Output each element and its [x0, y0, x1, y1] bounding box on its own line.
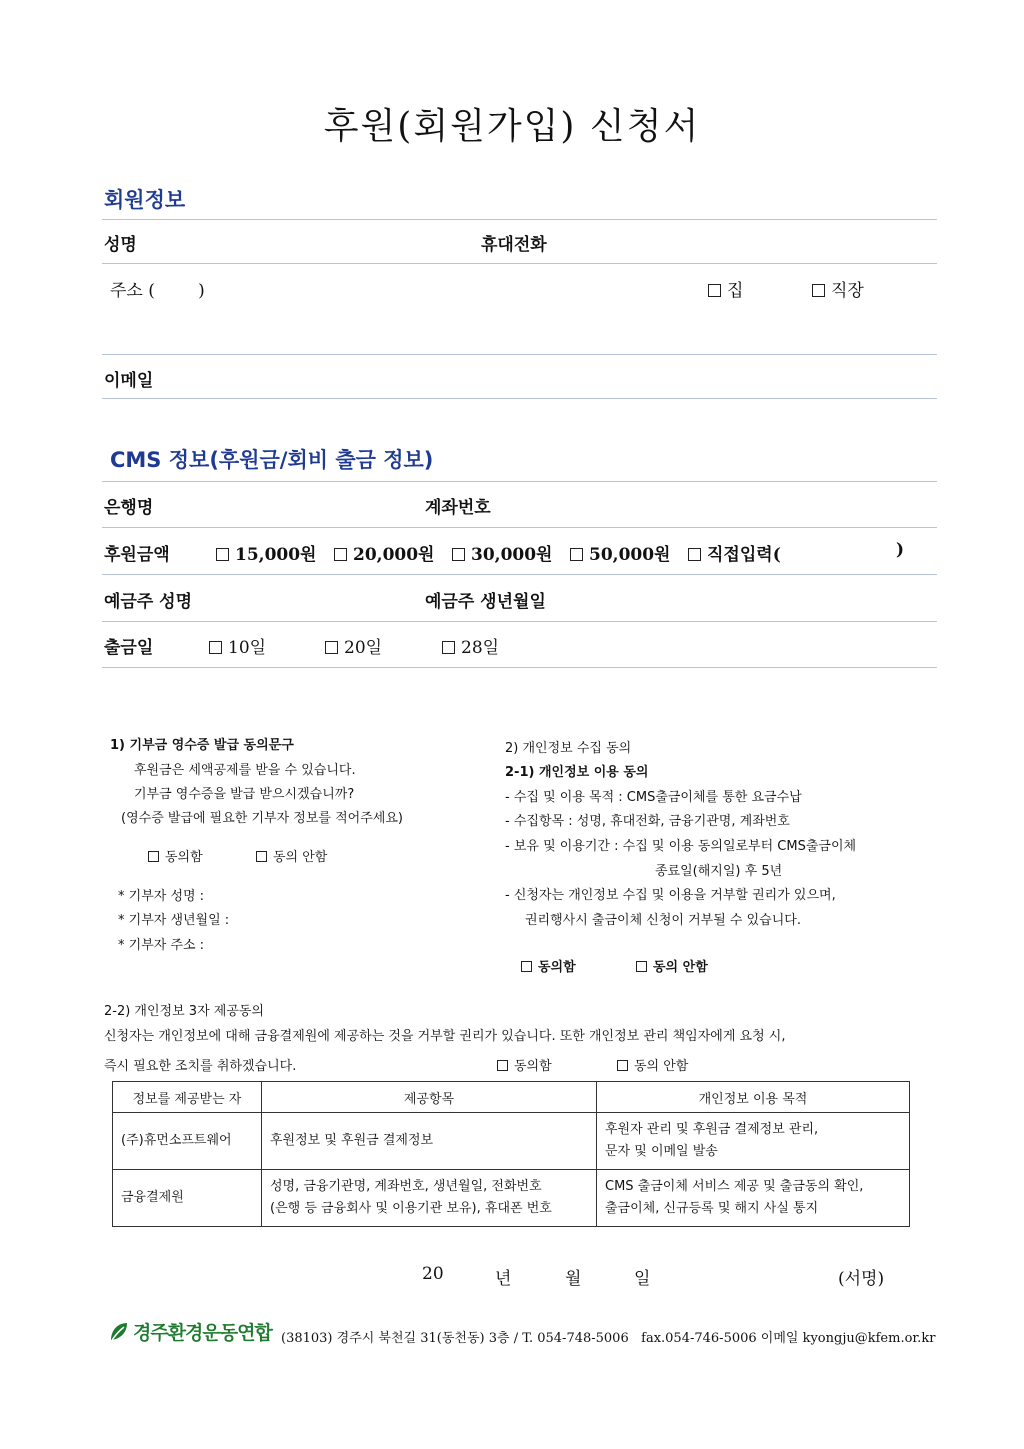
- address-work-option[interactable]: [812, 276, 864, 301]
- divider: [102, 481, 937, 482]
- provision-table: [112, 1081, 910, 1227]
- privacy-disagree-label: 동의 안함: [653, 960, 708, 975]
- donor-birth-label: * 기부자 생년월일 :: [118, 913, 230, 928]
- address-home-label: 집: [727, 281, 744, 301]
- checkbox-icon[interactable]: [334, 548, 347, 561]
- name-label: 성명: [104, 235, 137, 255]
- divider: [102, 398, 937, 399]
- receipt-line: (영수증 발급에 필요한 기부자 정보를 적어주세요): [121, 811, 403, 826]
- amount-label-20000: 20,000원: [353, 545, 435, 565]
- withdraw-day-28[interactable]: [442, 633, 499, 658]
- address-home-option[interactable]: [708, 276, 743, 301]
- address-work-label: 직장: [831, 281, 864, 301]
- checkbox-icon[interactable]: [812, 284, 825, 297]
- checkbox-icon[interactable]: [708, 284, 721, 297]
- account-label: 계좌번호: [425, 498, 491, 518]
- table-cell-line: 출금이체, 신규등록 및 해지 사실 통지: [605, 1201, 819, 1216]
- table-cell-line: 문자 및 이메일 발송: [605, 1144, 718, 1159]
- table-cell-line: CMS 출금이체 서비스 제공 및 출금동의 확인,: [605, 1179, 864, 1194]
- table-header: 정보를 제공받는 자: [113, 1082, 262, 1113]
- amount-option-50000[interactable]: [570, 540, 670, 565]
- donor-name-label: * 기부자 성명 :: [118, 889, 205, 904]
- holder-name-label: 예금주 성명: [104, 592, 193, 612]
- divider: [102, 621, 937, 622]
- table-header: 제공항목: [262, 1082, 597, 1113]
- amount-option-15000[interactable]: [216, 540, 316, 565]
- privacy-item: - 수집항목 : 성명, 휴대전화, 금융기관명, 계좌번호: [505, 814, 790, 829]
- divider: [102, 527, 937, 528]
- footer-address: (38103) 경주시 북천길 31(동천동) 3층 / T. 054-748-5006 fax.054-746-5006 이메일 kyongju@kfem.or.kr: [281, 1331, 936, 1346]
- receipt-disagree-label: 동의 안함: [273, 850, 328, 865]
- table-cell-line: 성명, 금융기관명, 계좌번호, 생년월일, 전화번호: [270, 1179, 542, 1194]
- amount-custom-close: ): [896, 540, 905, 560]
- withdraw-day-10[interactable]: [209, 633, 266, 658]
- date-month-label: 월: [565, 1269, 582, 1289]
- date-year-label: 년: [495, 1269, 512, 1289]
- donor-address-label: * 기부자 주소 :: [118, 938, 205, 953]
- divider: [102, 263, 937, 264]
- withdraw-day-20[interactable]: [325, 633, 382, 658]
- table-cell: (주)휴먼소프트웨어: [113, 1113, 262, 1170]
- amount-label-50000: 50,000원: [589, 545, 671, 565]
- checkbox-icon[interactable]: [617, 1060, 628, 1071]
- withdraw-day-10-label: 10일: [228, 638, 267, 658]
- receipt-line: 후원금은 세액공제를 받을 수 있습니다.: [134, 763, 356, 778]
- checkbox-icon[interactable]: [636, 961, 647, 972]
- third-party-text: 즉시 필요한 조치를 취하겠습니다.: [104, 1059, 297, 1074]
- third-party-disagree-label: 동의 안함: [634, 1059, 689, 1074]
- withdraw-day-label: 출금일: [104, 638, 154, 658]
- checkbox-icon[interactable]: [216, 548, 229, 561]
- receipt-agree-label: 동의함: [165, 850, 203, 865]
- divider: [102, 574, 937, 575]
- privacy-item: - 수집 및 이용 목적 : CMS출금이체를 통한 요금수납: [505, 790, 802, 805]
- receipt-heading: 1) 기부금 영수증 발급 동의문구: [110, 738, 294, 753]
- privacy-disagree-option[interactable]: [636, 956, 708, 975]
- checkbox-icon[interactable]: [256, 851, 267, 862]
- checkbox-icon[interactable]: [688, 548, 701, 561]
- table-cell-line: 후원자 관리 및 후원금 결제정보 관리,: [605, 1122, 819, 1137]
- privacy-heading: 2) 개인정보 수집 동의: [505, 741, 632, 756]
- table-cell-line: (은행 등 금융회사 및 이용기관 보유), 휴대폰 번호: [270, 1201, 552, 1216]
- checkbox-icon[interactable]: [148, 851, 159, 862]
- signature-label: (서명): [838, 1269, 885, 1289]
- checkbox-icon[interactable]: [209, 641, 222, 654]
- privacy-sub-heading: 2-1) 개인정보 이용 동의: [505, 765, 649, 780]
- privacy-agree-option[interactable]: [521, 956, 576, 975]
- member-section-heading: 회원정보: [104, 188, 186, 212]
- amount-label: 후원금액: [104, 545, 170, 565]
- bank-label: 은행명: [104, 498, 154, 518]
- privacy-item: - 신청자는 개인정보 수집 및 이용을 거부할 권리가 있으며,: [505, 888, 836, 903]
- third-party-heading: 2-2) 개인정보 3자 제공동의: [104, 1004, 264, 1019]
- leaf-logo-icon: [108, 1320, 130, 1344]
- logo-text: 경주환경운동연합: [133, 1322, 272, 1344]
- table-cell: [597, 1113, 910, 1170]
- divider: [102, 667, 937, 668]
- amount-label-custom: 직접입력(: [707, 545, 781, 565]
- withdraw-day-20-label: 20일: [344, 638, 383, 658]
- date-year: 20: [422, 1264, 444, 1284]
- table-cell: 금융결제원: [113, 1170, 262, 1227]
- checkbox-icon[interactable]: [521, 961, 532, 972]
- amount-label-30000: 30,000원: [471, 545, 553, 565]
- checkbox-icon[interactable]: [497, 1060, 508, 1071]
- checkbox-icon[interactable]: [570, 548, 583, 561]
- third-party-agree-label: 동의함: [514, 1059, 552, 1074]
- privacy-item: 권리행사시 출금이체 신청이 거부될 수 있습니다.: [525, 913, 801, 928]
- third-party-disagree-option[interactable]: [617, 1055, 688, 1074]
- checkbox-icon[interactable]: [452, 548, 465, 561]
- amount-option-20000[interactable]: [334, 540, 434, 565]
- privacy-agree-label: 동의함: [538, 960, 576, 975]
- amount-option-custom[interactable]: [688, 540, 781, 565]
- footer-logo: [108, 1318, 272, 1345]
- table-header-row: [113, 1082, 910, 1113]
- table-row: [113, 1113, 910, 1170]
- receipt-line: 기부금 영수증을 발급 받으시겠습니까?: [134, 787, 355, 802]
- table-cell: 후원정보 및 후원금 결제정보: [262, 1113, 597, 1170]
- checkbox-icon[interactable]: [442, 641, 455, 654]
- withdraw-day-28-label: 28일: [461, 638, 500, 658]
- date-day-label: 일: [634, 1269, 651, 1289]
- table-header: 개인정보 이용 목적: [597, 1082, 910, 1113]
- divider: [102, 219, 937, 220]
- amount-label-15000: 15,000원: [235, 545, 317, 565]
- holder-birth-label: 예금주 생년월일: [425, 592, 546, 612]
- phone-label: 휴대전화: [481, 235, 547, 255]
- receipt-disagree-option[interactable]: [256, 846, 327, 865]
- page-title: 후원(회원가입) 신청서: [323, 106, 701, 147]
- table-row: [113, 1170, 910, 1227]
- divider: [102, 354, 937, 355]
- table-cell: [597, 1170, 910, 1227]
- third-party-agree-option[interactable]: [497, 1055, 552, 1074]
- privacy-item: 종료일(해지일) 후 5년: [655, 864, 783, 879]
- table-cell: [262, 1170, 597, 1227]
- amount-option-30000[interactable]: [452, 540, 552, 565]
- third-party-text: 신청자는 개인정보에 대해 금융결제원에 제공하는 것을 거부할 권리가 있습니다. 또한 개인정보 관리 책임자에게 요청 시,: [104, 1029, 786, 1044]
- receipt-agree-option[interactable]: [148, 846, 203, 865]
- checkbox-icon[interactable]: [325, 641, 338, 654]
- privacy-item: - 보유 및 이용기간 : 수집 및 이용 동의일로부터 CMS출금이체: [505, 839, 857, 854]
- email-label: 이메일: [104, 371, 154, 391]
- address-label: 주소 ( ): [110, 281, 205, 301]
- cms-section-heading: CMS 정보(후원금/회비 출금 정보): [110, 448, 434, 472]
